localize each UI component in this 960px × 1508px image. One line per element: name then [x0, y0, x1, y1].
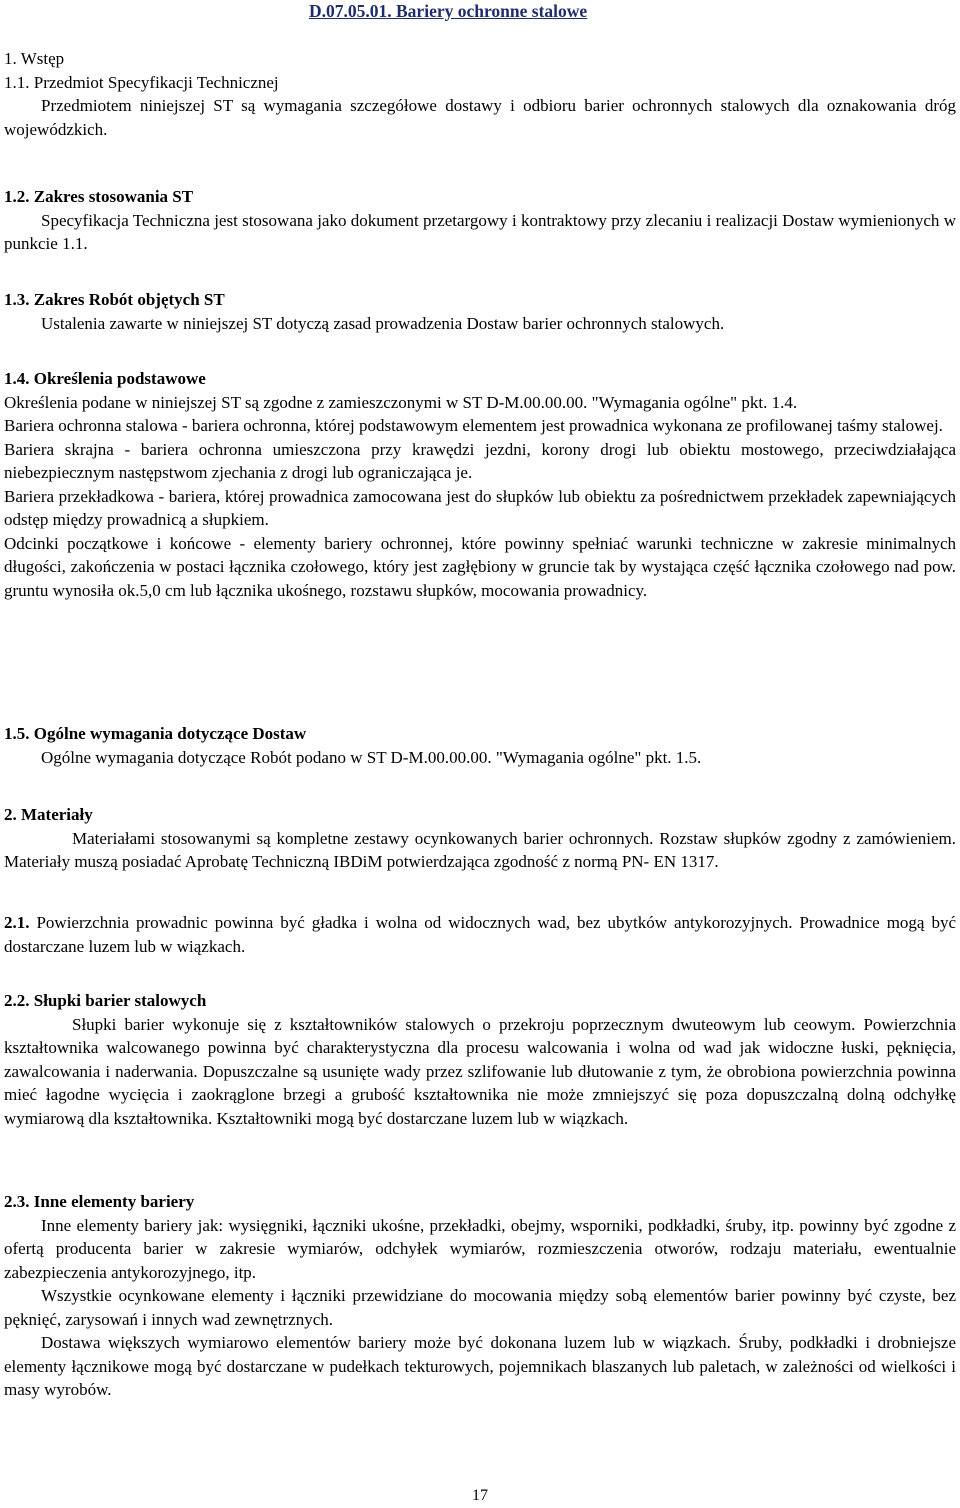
section-1-3-body: Ustalenia zawarte w niniejszej ST dotyczą zasad prowadzenia Dostaw barier ochronnych stalowych.	[41, 313, 725, 333]
section-2-3	[4, 1190, 956, 1402]
section-1-1-title: 1.1. Przedmiot Specyfikacji Technicznej	[4, 72, 279, 92]
section-2-3-p1: Inne elementy bariery jak: wysięgniki, łączniki ukośne, przekładki, obejmy, wsporniki, podkładki, śruby, itp. powinny być zgodne z ofertą producenta barier w zakresie wymiarów, odchyłek wymiarów, rozmieszczenia otworów, rodzaju materiału, ewentualnie zabezpieczenia antykorozyjnego, itp.	[4, 1215, 956, 1282]
definition-4: Odcinki początkowe i końcowe - elementy bariery ochronnej, które powinny spełniać warunki techniczne w zakresie minimalnych długości, zakończenia w postaci łącznika czołowego, który jest zagłębiony w gruncie tak by wystająca część łącznika czołowego nad pow. gruntu wynosiła ok.5,0 cm lub łącznika ukośnego, rozstawu słupków, mocowania prowadnicy.	[4, 533, 956, 600]
section-2	[4, 803, 956, 874]
page-number: 17	[472, 1487, 488, 1504]
section-1-title: 1. Wstęp	[4, 49, 65, 68]
section-1-5-title: 1.5. Ogólne wymagania dotyczące Dostaw	[4, 724, 307, 743]
section-2-1-body: Powierzchnia prowadnic powinna być gładka i wolna od widocznych wad, bez ubytków antykorozyjnych. Prowadnice mogą być dostarczane luzem lub w wiązkach.	[4, 913, 956, 956]
document-header: D.07.05.01. Bariery ochronne stalowe	[309, 1, 588, 21]
section-2-body: Materiałami stosowanymi są kompletne zestawy ocynkowanych barier ochronnych. Rozstaw słupków zgodny z zamówieniem. Materiały muszą posiadać Aprobatę Techniczną IBDiM potwierdzająca zgodność z normą PN- EN 1317.	[4, 828, 956, 871]
section-1-4	[4, 367, 956, 602]
section-1-2-body: Specyfikacja Techniczna jest stosowana jako dokument przetargowy i kontraktowy przy zlecaniu i realizacji Dostaw wymienionych w punkcie 1.1.	[4, 210, 956, 253]
section-1-4-title: 1.4. Określenia podstawowe	[4, 369, 206, 388]
section-1-5-body: Ogólne wymagania dotyczące Robót podano w ST D-M.00.00.00. "Wymagania ogólne" pkt. 1.5.	[41, 747, 702, 767]
section-2-2-body: Słupki barier wykonuje się z kształtowników stalowych o przekroju poprzecznym dwuteowym lub ceowym. Powierzchnia kształtownika walcowanego powinna być charakterystyczna dla procesu walcowania i wolna od wad jak widoczne łuski, pęknięcia, zawalcowania i naderwania. Dopuszczalne są usunięte wady przez szlifowanie lub dłutowanie z tym, że obrobiona powierzchnia powinna mieć łagodne wycięcia i zaokrąglone brzegi a grubość kształtownika nie może zmniejszyć się poza dopuszczalną dolną odchyłkę wymiarową dla kształtownika. Kształtowniki mogą być dostarczane luzem lub w wiązkach.	[4, 1014, 956, 1128]
section-2-2	[4, 989, 956, 1130]
definition-3: Bariera przekładkowa - bariera, której prowadnica zamocowana jest do słupków lub obiektu za pośrednictwem przekładek zapewniających odstęp między prowadnicą a słupkiem.	[4, 486, 956, 529]
section-2-3-p2: Wszystkie ocynkowane elementy i łączniki przewidziane do mocowania między sobą elementów barier powinny być czyste, bez pęknięć, zarysowań i innych wad zewnętrznych.	[4, 1286, 956, 1329]
section-2-1-number: 2.1.	[4, 913, 30, 932]
section-1-1-body: Przedmiotem niniejszej ST są wymagania szczegółowe dostawy i odbioru barier ochronnych stalowych dla oznakowania dróg wojewódzkich.	[4, 96, 956, 139]
section-1-2-title: 1.2. Zakres stosowania ST	[4, 187, 194, 206]
section-1	[4, 47, 956, 141]
section-1-5	[4, 722, 956, 769]
section-2-1	[4, 911, 956, 958]
definition-1: Bariera ochronna stalowa - bariera ochronna, której podstawowym elementem jest prowadnica wykonana ze profilowanej taśmy stalowej.	[4, 416, 943, 435]
section-2-title: 2. Materiały	[4, 805, 93, 824]
section-2-2-title: 2.2. Słupki barier stalowych	[4, 991, 207, 1010]
definition-2: Bariera skrajna - bariera ochronna umieszczona przy krawędzi jezdni, korony drogi lub obiektu mostowego, przeciwdziałająca niebezpiecznym następstwom zjechania z drogi lub ograniczająca je.	[4, 439, 956, 482]
section-2-3-p3: Dostawa większych wymiarowo elementów bariery może być dokonana luzem lub w wiązkach. Śruby, podkładki i drobniejsze elementy łącznikowe mogą być dostarczane w pudełkach tekturowych, pojemnikach blaszanych lub paletach, w zależności od wielkości i masy wyrobów.	[4, 1333, 956, 1399]
section-1-4-intro: Określenia podane w niniejszej ST są zgodne z zamieszczonymi w ST D-M.00.00.00. "Wymagania ogólne" pkt. 1.4.	[4, 392, 798, 412]
section-1-2	[4, 185, 956, 256]
section-1-3-title: 1.3. Zakres Robót objętych ST	[4, 290, 225, 309]
section-1-3	[4, 288, 956, 335]
section-2-3-title: 2.3. Inne elementy bariery	[4, 1192, 195, 1211]
